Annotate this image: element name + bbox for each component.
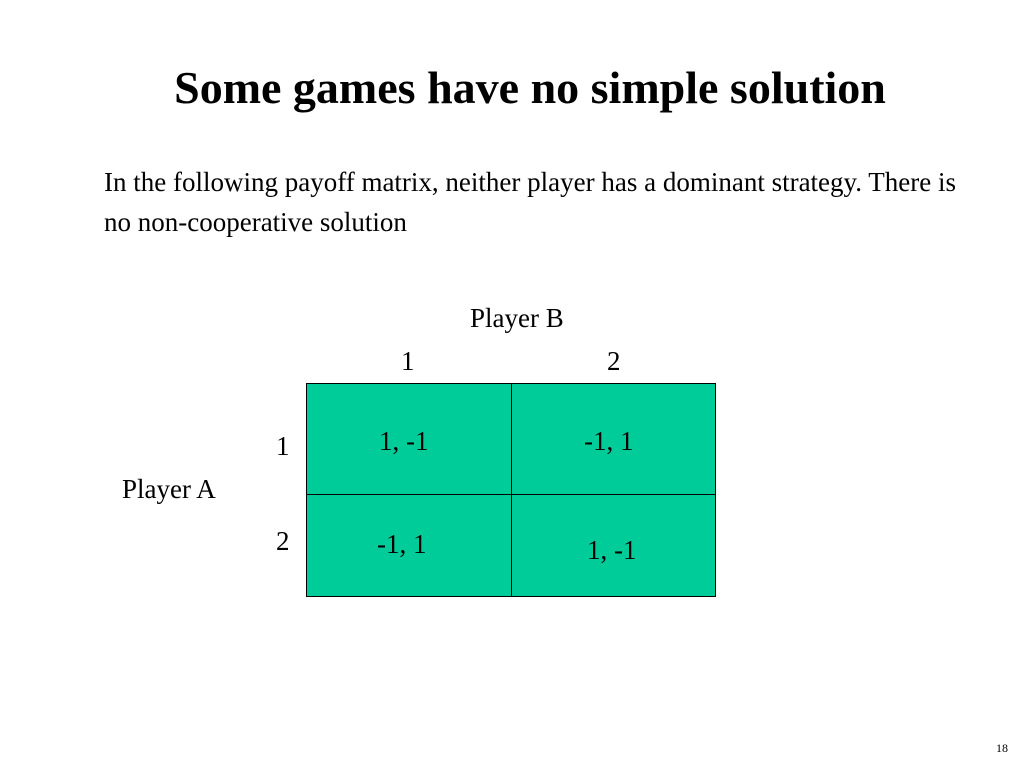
page-number: 18 [996, 741, 1008, 755]
payoff-cell-1-1: 1, -1 [379, 426, 429, 456]
row-label-1: 1 [276, 431, 290, 461]
column-label-1: 1 [401, 346, 415, 376]
matrix-vertical-divider [511, 384, 512, 596]
matrix-horizontal-divider [307, 494, 715, 495]
payoff-cell-2-2: 1, -1 [587, 535, 637, 565]
column-label-2: 2 [607, 346, 621, 376]
payoff-cell-2-1: -1, 1 [377, 529, 427, 559]
payoff-matrix [306, 383, 716, 597]
body-text: In the following payoff matrix, neither player has a dominant strategy. There is no non-cooperative solution [104, 167, 957, 237]
row-player-label: Player A [122, 474, 216, 504]
payoff-cell-1-2: -1, 1 [584, 426, 634, 456]
slide-title: Some games have no simple solution [174, 62, 886, 113]
row-label-2: 2 [276, 526, 290, 556]
column-player-label: Player B [470, 303, 564, 333]
